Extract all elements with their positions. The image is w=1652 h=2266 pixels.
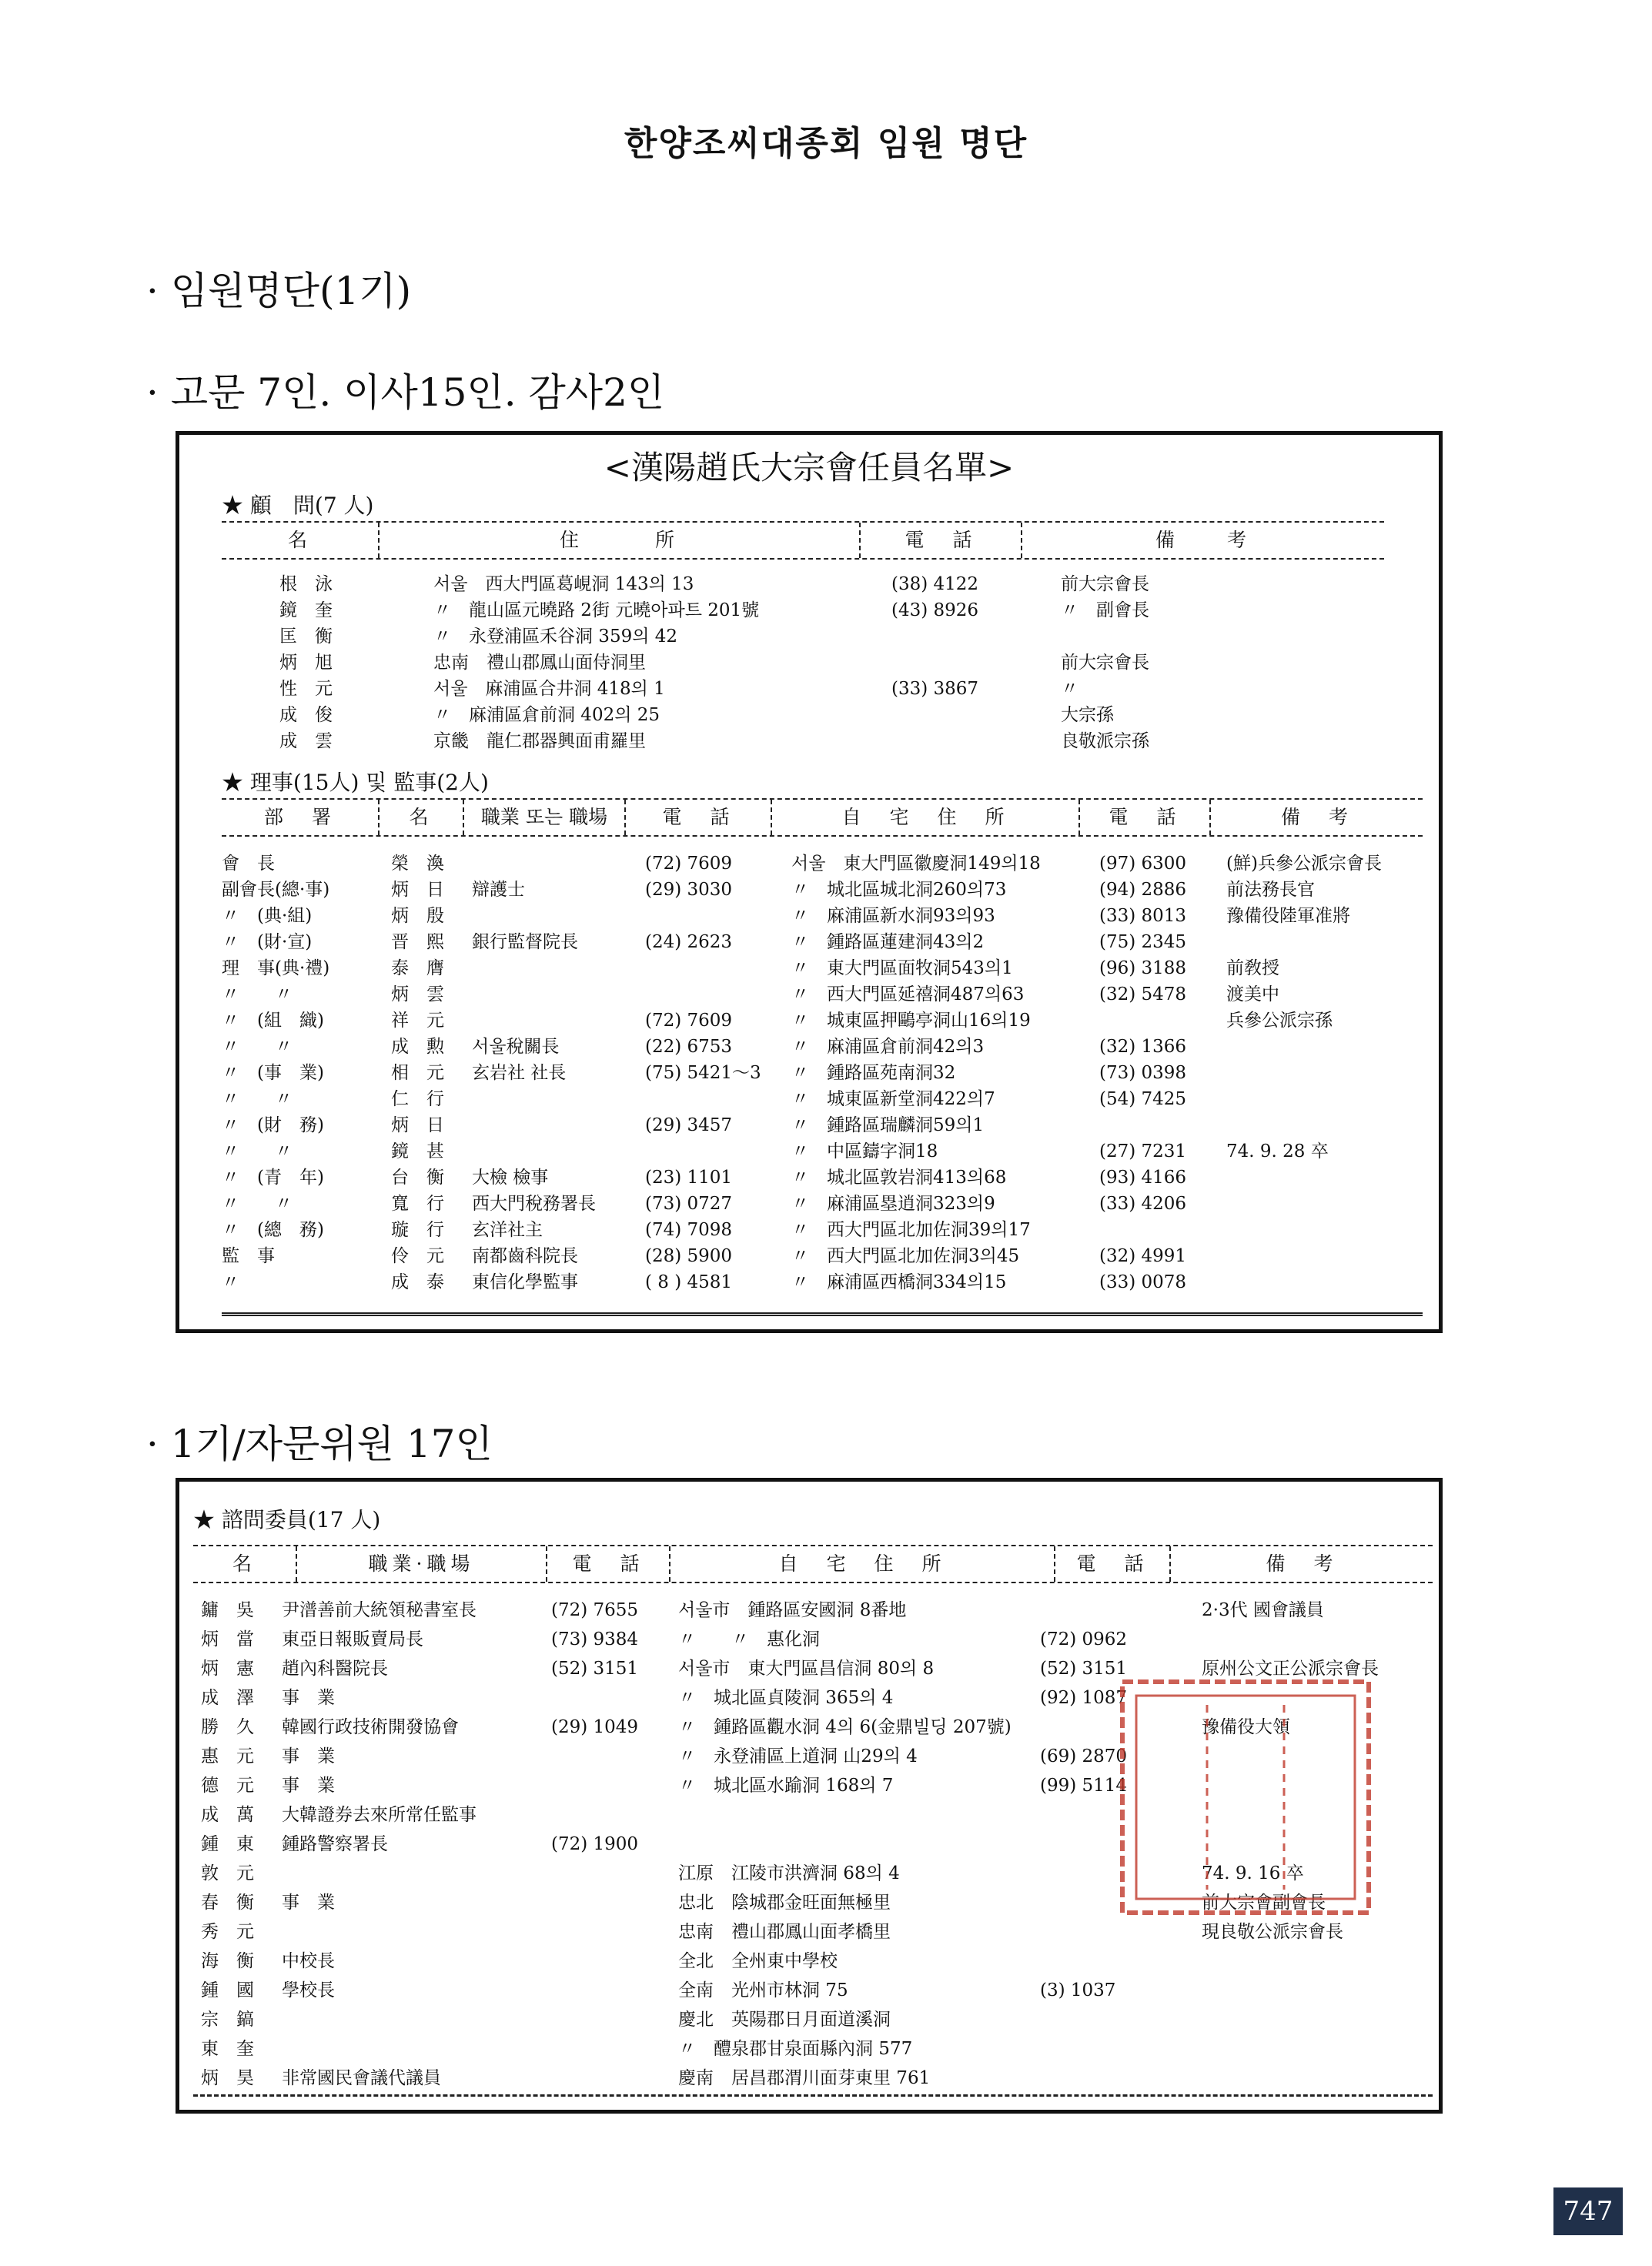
cell-home: 全北 全州東中學校 [678,1951,838,1971]
cell-address: 〃 永登浦區禾谷洞 359의 42 [433,627,678,647]
advisors-label: ★ 顧 問(7 人) [222,493,374,518]
col-address: 住 所 [380,523,861,558]
cell-address: 〃 龍山區元曉路 2街 元曉아파트 201號 [433,600,760,620]
cell-phone: (23) 1101 [645,1168,733,1188]
cell-note: 前法務長官 [1226,880,1315,900]
cell-phone: (73) 0727 [645,1194,733,1214]
cell-job: 事 業 [282,1893,335,1913]
table-row [193,2007,1433,2036]
cell-note: 〃 副會長 [1061,600,1149,620]
table-row [222,851,1423,877]
cell-dept: 〃 (財 務) [222,1115,324,1135]
col-phone: 電 話 [861,523,1022,558]
cell-home-phone: (32) 4991 [1099,1246,1187,1266]
cell-name: 炳 昊 [201,2068,254,2088]
section-heading-consultants: · 1기/자문위원 17인 [146,1422,493,1466]
cell-dept: 〃 (財·宣) [222,932,313,952]
directors-rows [222,851,1423,1295]
cell-home-phone: (93) 4166 [1099,1168,1187,1188]
cell-note: 兵參公派宗孫 [1226,1011,1333,1031]
col-note: 備 考 [1280,806,1353,828]
cell-name: 成 雲 [279,731,333,751]
cell-home-phone: (99) 5114 [1040,1776,1128,1796]
cell-note: 良敬派宗孫 [1061,731,1149,751]
col-job: 職業·職場 [297,1546,547,1582]
table-row [193,2065,1433,2094]
cell-job: 學校長 [282,1980,335,2000]
cell-home: 慶南 居昌郡渭川面芽東里 761 [678,2068,931,2088]
cell-name: 宗 鎬 [201,2010,254,2030]
directors-label: ★ 理事(15人) 및 監事(2人) [222,770,489,795]
cell-home-phone: (92) 1087 [1040,1688,1128,1708]
cell-name: 鍾 國 [201,1980,254,2000]
cell-note: 原州公文正公派宗會長 [1202,1659,1379,1679]
cell-name: 炳 雲 [391,984,444,1004]
consultants-label: ★ 諮問委員(17 人) [193,1507,381,1532]
cell-name: 祥 元 [391,1011,444,1031]
cell-home-phone: (96) 3188 [1099,958,1187,978]
cell-home: 〃 永登浦區上道洞 山29의 4 [678,1746,918,1766]
cell-name: 性 元 [279,679,333,699]
cell-name: 仁 行 [391,1089,444,1109]
table-row [222,1008,1423,1034]
table-row [193,1948,1433,1977]
cell-home: 〃 麻浦區新水洞93의93 [791,906,995,926]
cell-name: 鏞 吳 [201,1600,254,1620]
cell-job: 韓國行政技術開發協會 [282,1717,459,1737]
cell-home-phone: (54) 7425 [1099,1089,1187,1109]
cell-dept: 〃 (青 年) [222,1168,324,1188]
consultant-roster-box [176,1478,1443,2114]
cell-dept: 〃 (典·組) [222,906,313,926]
cell-name: 德 元 [201,1776,254,1796]
cell-job: 非常國民會議代議員 [282,2068,441,2088]
cell-address: 서울 麻浦區合井洞 418의 1 [433,679,665,699]
col-name: 名 [222,523,380,558]
cell-phone: (29) 3457 [645,1115,733,1135]
cell-name: 炳 殷 [391,906,444,926]
cell-note: 豫備役大領 [1202,1717,1290,1737]
cell-name: 寬 行 [391,1194,444,1214]
cell-home: 慶北 英陽郡日月面道溪洞 [678,2010,891,2030]
cell-job: 鍾路警察署長 [282,1834,388,1854]
col-job: 職業 또는 職場 [464,800,626,835]
cell-home-phone: (33) 8013 [1099,906,1187,926]
table-row [222,571,1384,597]
table-row [222,955,1423,981]
cell-name: 鏡 甚 [391,1141,444,1161]
cell-job: 事 業 [282,1776,335,1796]
col-dept: 部 署 [222,800,380,835]
cell-home: 全南 光州市林洞 75 [678,1980,848,2000]
cell-note: 前大宗會長 [1061,653,1149,673]
cell-home-phone: (73) 0398 [1099,1063,1187,1083]
cell-job: 中校長 [282,1951,335,1971]
cell-note: 大宗孫 [1061,705,1114,725]
cell-name: 泰 膺 [391,958,444,978]
cell-home: 江原 江陵市洪濟洞 68의 4 [678,1863,900,1883]
cell-phone: (72) 1900 [551,1834,639,1854]
table-row [222,1034,1423,1060]
cell-name: 成 萬 [201,1805,254,1825]
cell-dept: 〃 〃 [222,1141,293,1161]
cell-name: 炳 憲 [201,1659,254,1679]
cell-phone: (73) 9384 [551,1629,639,1649]
cell-home: 〃 西大門區北加佐洞39의17 [791,1220,1031,1240]
cell-job: 趙內科醫院長 [282,1659,388,1679]
cell-job: 東亞日報販賣局長 [282,1629,423,1649]
cell-home-phone: (75) 2345 [1099,932,1187,952]
cell-phone: (38) 4122 [891,574,979,594]
cell-home: 〃 城北區敦岩洞413의68 [791,1168,1007,1188]
table-bottom-rule [193,2094,1433,2097]
cell-home: 〃 西大門區延禧洞487의63 [791,984,1025,1004]
table-row [222,929,1423,955]
section-heading-officers: · 임원명단(1기) [146,269,412,313]
cell-name: 成 勲 [391,1037,444,1057]
table-row [193,1597,1433,1626]
table-row [193,1977,1433,2007]
cell-name: 敦 元 [201,1863,254,1883]
cell-job: 西大門稅務署長 [472,1194,596,1214]
cell-dept: 〃 (事 業) [222,1063,324,1083]
cell-dept: 會 長 [222,854,275,874]
cell-home: 서울市 東大門區昌信洞 80의 8 [678,1659,935,1679]
cell-job: 尹潽善前大統領秘書室長 [282,1600,477,1620]
cell-phone: (75) 5421～3 [645,1063,761,1083]
table-row [222,981,1423,1008]
cell-name: 伶 元 [391,1246,444,1266]
cell-job: 玄岩社 社長 [472,1063,567,1083]
cell-address: 〃 麻浦區倉前洞 402의 25 [433,705,660,725]
cell-phone: (52) 3151 [551,1659,639,1679]
cell-home: 서울 東大門區徽慶洞149의18 [791,854,1041,874]
consultants-table-header [193,1545,1433,1583]
section-heading-composition: · 고문 7인. 이사15인. 감사2인 [146,370,665,415]
cell-name: 成 泰 [391,1272,444,1292]
table-row [222,728,1384,754]
table-row [222,903,1423,929]
col-name: 名 [380,800,464,835]
col-home-address: 自 宅 住 所 [670,1546,1055,1582]
cell-job: 辯護士 [472,880,525,900]
cell-home: 〃 東大門區面牧洞543의1 [791,958,1013,978]
cell-job: 大檢 檢事 [472,1168,549,1188]
col-home-address: 自 宅 住 所 [772,800,1080,835]
cell-dept: 〃 (總 務) [222,1220,324,1240]
page-title: 한양조씨대종회 임원 명단 [624,124,1028,163]
cell-home-phone: (33) 0078 [1099,1272,1187,1292]
cell-dept: 〃 〃 [222,1194,293,1214]
cell-home: 〃 城東區押鷗亭洞山16의19 [791,1011,1031,1031]
cell-dept: 〃 (組 織) [222,1011,324,1031]
cell-name: 匡 衡 [279,627,333,647]
cell-home: 〃 鍾路區苑南洞32 [791,1063,956,1083]
col-note: 備 考 [1155,529,1251,551]
cell-home: 〃 鍾路區觀水洞 4의 6(金鼎빌딩 207號) [678,1717,1012,1737]
cell-home-phone: (69) 2870 [1040,1746,1128,1766]
cell-job: 東信化學監事 [472,1272,578,1292]
cell-home-phone: (52) 3151 [1040,1659,1128,1679]
table-row [222,650,1384,676]
cell-dept: 〃 〃 [222,1037,293,1057]
cell-name: 炳 日 [391,1115,444,1135]
cell-home-phone: (27) 7231 [1099,1141,1187,1161]
page-number: 747 [1553,2187,1623,2235]
cell-phone: (43) 8926 [891,600,979,620]
cell-home: 〃 麻浦區塁逍洞323의9 [791,1194,995,1214]
directors-table-header [222,798,1423,837]
cell-phone: (72) 7655 [551,1600,639,1620]
cell-phone: (29) 3030 [645,880,733,900]
cell-job: 銀行監督院長 [472,932,578,952]
cell-dept: 〃 〃 [222,984,293,1004]
cell-note: 渡美中 [1226,984,1279,1004]
cell-note: 前大宗會副會長 [1202,1893,1326,1913]
cell-address: 서울 西大門區葛峴洞 143의 13 [433,574,694,594]
cell-name: 炳 當 [201,1629,254,1649]
table-row [193,1626,1433,1656]
col-note: 備 考 [1266,1552,1338,1575]
cell-dept: 〃 〃 [222,1089,293,1109]
cell-job: 玄洋社主 [472,1220,543,1240]
cell-home: 〃 〃 惠化洞 [678,1629,820,1649]
cell-home-phone: (32) 5478 [1099,984,1187,1004]
cell-name: 成 澤 [201,1688,254,1708]
cell-dept: 副會長(總·事) [222,880,330,900]
cell-name: 炳 旭 [279,653,333,673]
cell-job: 서울稅關長 [472,1037,560,1057]
cell-phone: ( 8 ) 4581 [645,1272,733,1292]
cell-phone: (72) 7609 [645,854,733,874]
roster-title: <漢陽趙氏大宗會任員名單> [604,449,1015,486]
advisors-table-header [222,521,1384,560]
cell-home: 〃 城北區水踰洞 168의 7 [678,1776,894,1796]
cell-address: 忠南 禮山郡鳳山面侍洞里 [433,653,646,673]
cell-note: 74. 9. 16 卒 [1202,1863,1304,1883]
cell-home: 〃 麻浦區西橋洞334의15 [791,1272,1007,1292]
table-row [222,1269,1423,1295]
cell-name: 秀 元 [201,1922,254,1942]
cell-home-phone: (32) 1366 [1099,1037,1187,1057]
cell-home: 〃 鍾路區蓮建洞43의2 [791,932,985,952]
cell-name: 相 元 [391,1063,444,1083]
cell-phone: (28) 5900 [645,1246,733,1266]
cell-note: 前敎授 [1226,958,1279,978]
table-row [222,702,1384,728]
col-home-phone: 電 話 [1055,1546,1171,1582]
cell-home: 〃 城北區城北洞260의73 [791,880,1007,900]
cell-name: 勝 久 [201,1717,254,1737]
officer-roster-box [176,431,1443,1333]
cell-home: 〃 鍾路區瑞麟洞59의1 [791,1115,985,1135]
cell-phone: (22) 6753 [645,1037,733,1057]
cell-home: 忠南 禮山郡鳳山面孝橋里 [678,1922,891,1942]
table-row [222,1217,1423,1243]
col-phone: 電 話 [547,1546,670,1582]
advisors-rows [222,571,1384,754]
cell-name: 璇 行 [391,1220,444,1240]
col-name: 名 [193,1546,297,1582]
cell-dept: 監 事 [222,1246,275,1266]
cell-home: 〃 城東區新堂洞422의7 [791,1089,995,1109]
cell-phone: (29) 1049 [551,1717,639,1737]
cell-home-phone: (72) 0962 [1040,1629,1128,1649]
cell-home-phone: (33) 4206 [1099,1194,1187,1214]
cell-job: 事 業 [282,1688,335,1708]
cell-name: 鏡 奎 [279,600,333,620]
cell-home: 忠北 陰城郡金旺面無極里 [678,1893,891,1913]
cell-note: 〃 [1061,679,1078,699]
cell-phone: (24) 2623 [645,932,733,952]
cell-job: 事 業 [282,1746,335,1766]
table-bottom-rule [222,1312,1423,1316]
cell-name: 海 衡 [201,1951,254,1971]
table-row [193,2036,1433,2065]
cell-home: 〃 城北區貞陵洞 365의 4 [678,1688,894,1708]
table-row [222,1191,1423,1217]
cell-note: 豫備役陸軍准將 [1226,906,1350,926]
cell-home: 서울市 鍾路區安國洞 8番地 [678,1600,907,1620]
cell-home-phone: (94) 2886 [1099,880,1187,900]
cell-home: 〃 麻浦區倉前洞42의3 [791,1037,985,1057]
cell-note: 2·3代 國會議員 [1202,1600,1324,1620]
cell-note: 現良敬公派宗會長 [1202,1922,1343,1942]
cell-name: 晋 熙 [391,932,444,952]
cell-home-phone: (3) 1037 [1040,1980,1116,2000]
cell-name: 根 泳 [279,574,333,594]
col-phone: 電 話 [626,800,772,835]
cell-name: 榮 渙 [391,854,444,874]
table-row [222,1086,1423,1112]
cell-name: 春 衡 [201,1893,254,1913]
cell-phone: (74) 7098 [645,1220,733,1240]
cell-name: 炳 日 [391,880,444,900]
cell-job: 南都齒科院長 [472,1246,578,1266]
table-row [222,1112,1423,1138]
table-row [222,623,1384,650]
cell-note: (鮮)兵參公派宗會長 [1226,854,1382,874]
table-row [222,1138,1423,1165]
cell-name: 惠 元 [201,1746,254,1766]
table-row [222,676,1384,702]
cell-name: 鍾 東 [201,1834,254,1854]
red-seal-stamp [1115,1674,1376,1920]
table-row [193,1919,1433,1948]
cell-dept: 理 事(典·禮) [222,958,330,978]
cell-dept: 〃 [222,1272,239,1292]
table-row [222,1243,1423,1269]
cell-home: 〃 西大門區北加佐洞3의45 [791,1246,1020,1266]
cell-name: 東 奎 [201,2039,254,2059]
table-row [222,877,1423,903]
table-row [222,1060,1423,1086]
table-row [222,1165,1423,1191]
cell-name: 成 俊 [279,705,333,725]
cell-address: 京畿 龍仁郡器興面甫羅里 [433,731,646,751]
cell-home: 〃 中區鑄字洞18 [791,1141,938,1161]
cell-name: 台 衡 [391,1168,444,1188]
cell-note: 前大宗會長 [1061,574,1149,594]
cell-phone: (72) 7609 [645,1011,733,1031]
col-home-phone: 電 話 [1080,800,1211,835]
cell-job: 大韓證券去來所常任監事 [282,1805,477,1825]
cell-phone: (33) 3867 [891,679,979,699]
table-row [222,597,1384,623]
cell-home-phone: (97) 6300 [1099,854,1187,874]
cell-note: 74. 9. 28 卒 [1226,1141,1329,1161]
cell-home: 〃 醴泉郡甘泉面縣內洞 577 [678,2039,913,2059]
